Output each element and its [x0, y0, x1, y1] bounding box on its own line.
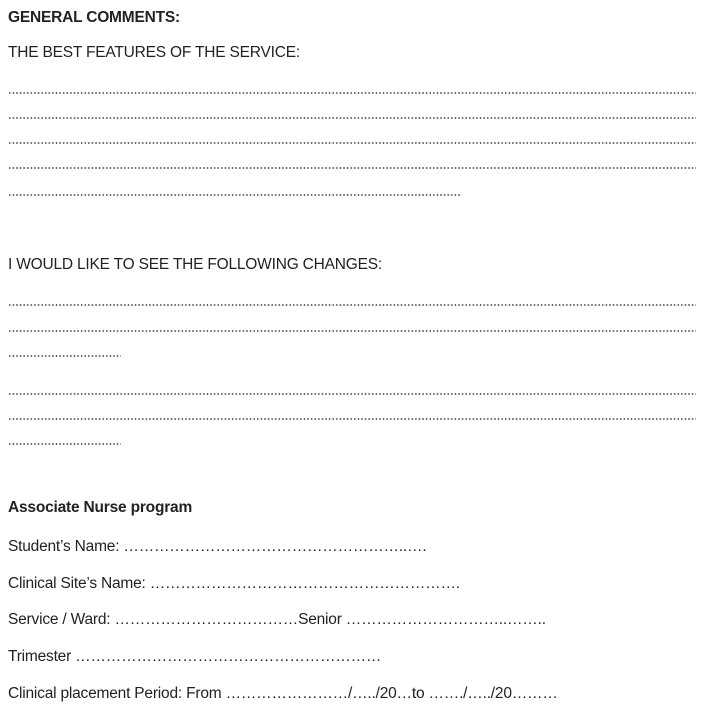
best-features-line-2[interactable] [8, 117, 696, 119]
changes-line-1[interactable] [8, 304, 696, 306]
program-title: Associate Nurse program [8, 499, 193, 516]
trimester-field[interactable]: Trimester …………………………………………………… [8, 648, 382, 665]
best-features-line-3[interactable] [8, 142, 696, 144]
best-features-line-4[interactable] [8, 167, 696, 169]
clinical-site-name-field[interactable]: Clinical Site’s Name: ……………………………………………………. [8, 575, 460, 592]
student-name-field[interactable]: Student’s Name: ………………………………………………..…. [8, 538, 427, 555]
changes-line-3[interactable] [8, 355, 121, 357]
changes-line-5[interactable] [8, 418, 696, 420]
changes-line-6[interactable] [8, 443, 121, 445]
placement-period-field[interactable]: Clinical placement Period: From ……………………/…../20…to ……./…../20……… [8, 685, 558, 702]
changes-label: I WOULD LIKE TO SEE THE FOLLOWING CHANGES: [8, 256, 383, 273]
best-features-label: THE BEST FEATURES OF THE SERVICE: [8, 44, 300, 61]
best-features-line-5[interactable] [8, 194, 462, 196]
best-features-line-1[interactable] [8, 92, 696, 94]
changes-line-4[interactable] [8, 393, 696, 395]
service-ward-senior-field[interactable]: Service / Ward: ………………………………Senior …………………………..…….. [8, 611, 546, 628]
general-comments-heading: GENERAL COMMENTS: [8, 9, 180, 26]
changes-line-2[interactable] [8, 330, 696, 332]
